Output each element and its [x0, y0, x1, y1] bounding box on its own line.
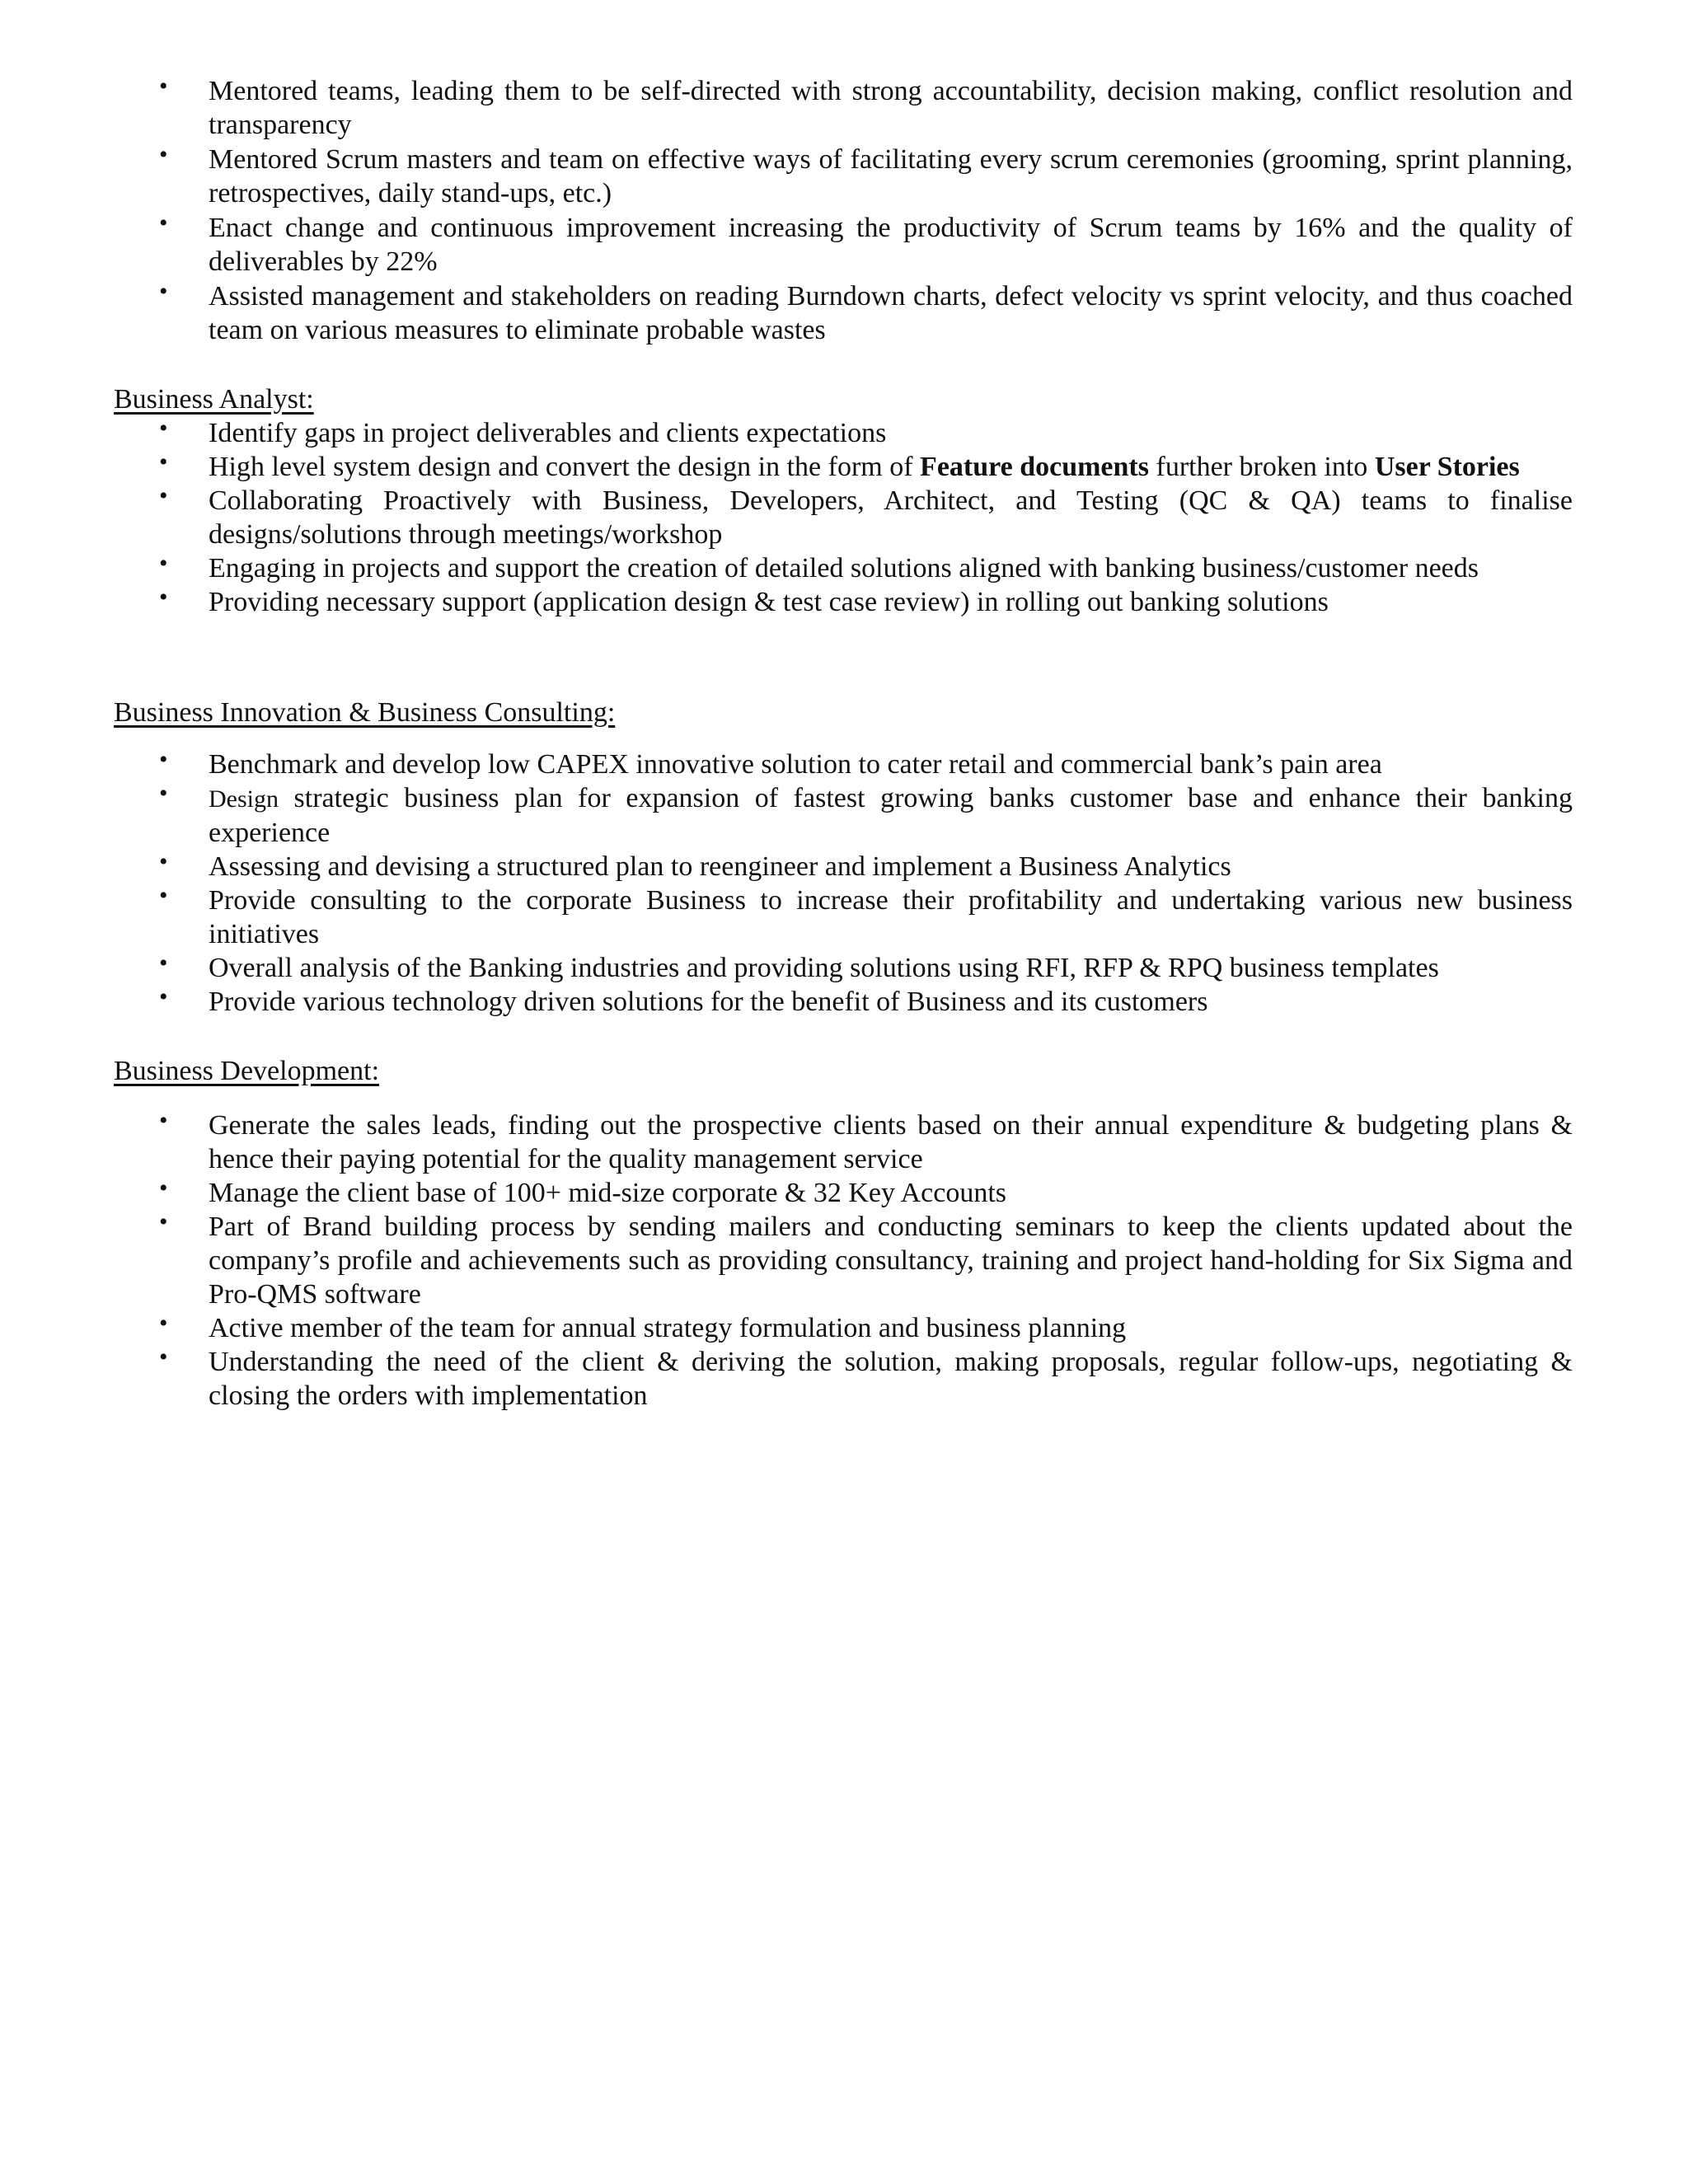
bullet-icon: • — [159, 1310, 168, 1337]
business-analyst-list — [114, 416, 1573, 619]
bullet-icon: • — [159, 780, 168, 807]
bullet-icon: • — [159, 583, 168, 611]
list-item: • Assisted management and stakeholders on reading Burndown charts, defect velocity vs sprint velocity, and thus coached team on various measures to eliminate probable wastes — [159, 278, 1573, 345]
bullet-icon: • — [159, 882, 168, 909]
list-item: • Design strategic business plan for expansion of fastest growing banks customer base and enhance their banking experience — [159, 780, 1573, 848]
list-item: • Enact change and continuous improvement increasing the productivity of Scrum teams by 16% and the quality of deliverables by 22% — [159, 209, 1573, 277]
list-item: • Assessing and devising a structured plan to reengineer and implement a Business Analytics — [159, 848, 1231, 882]
list-item: • High level system design and convert the design in the form of Feature documents further broken into User Stories — [159, 448, 1520, 482]
list-item: • Understanding the need of the client & deriving the solution, making proposals, regular follow-ups, negotiating & closing the orders with implementation — [159, 1343, 1573, 1411]
bullet-icon: • — [159, 73, 168, 100]
list-item: • Engaging in projects and support the creation of detailed solutions aligned with banking business/customer needs — [159, 550, 1479, 583]
list-item: • Active member of the team for annual strategy formulation and business planning — [159, 1310, 1127, 1343]
bullet-icon: • — [159, 278, 168, 305]
bullet-icon: • — [159, 1208, 168, 1235]
bullet-icon: • — [159, 848, 168, 875]
list-item: • Providing necessary support (application design & test case review) in rolling out banking solutions — [159, 583, 1329, 617]
section-heading: Business Analyst: — [114, 384, 314, 415]
development-list — [114, 1108, 1573, 1413]
list-item: • Collaborating Proactively with Business, Developers, Architect, and Testing (QC & QA) teams to finalise designs/solutions through meetings/workshop — [159, 482, 1573, 550]
list-item: • Provide various technology driven solutions for the benefit of Business and its customers — [159, 983, 1208, 1017]
section-heading: Business Development: — [114, 1056, 380, 1086]
bullet-icon: • — [159, 448, 168, 476]
list-item: • Manage the client base of 100+ mid-size corporate & 32 Key Accounts — [159, 1174, 1007, 1208]
list-item: • Mentored teams, leading them to be self-directed with strong accountability, decision making, conflict resolution and transparency — [159, 73, 1573, 140]
bullet-icon: • — [159, 141, 168, 168]
bullet-icon: • — [159, 482, 168, 509]
bullet-icon: • — [159, 983, 168, 1010]
list-item: • Benchmark and develop low CAPEX innovative solution to cater retail and commercial bank’s pain area — [159, 746, 1382, 780]
bullet-icon: • — [159, 415, 168, 442]
bullet-icon: • — [159, 1343, 168, 1371]
section-heading: Business Innovation & Business Consulting: — [114, 697, 616, 728]
list-item: • Part of Brand building process by sending mailers and conducting seminars to keep the clients updated about the company’s profile and achievements such as providing consultancy, training and project hand-holding for Six Sigma and Pro-QMS software — [159, 1208, 1573, 1310]
list-item: • Provide consulting to the corporate Business to increase their profitability and undertaking various new business initiatives — [159, 882, 1573, 949]
bullet-icon: • — [159, 550, 168, 577]
bullet-icon: • — [159, 1107, 168, 1134]
bullet-icon: • — [159, 1174, 168, 1202]
innovation-list — [114, 748, 1573, 1019]
scrum-list — [114, 74, 1573, 347]
list-item: • Overall analysis of the Banking industries and providing solutions using RFI, RFP & RPQ business templates — [159, 949, 1439, 983]
bullet-icon: • — [159, 746, 168, 773]
list-item: • Generate the sales leads, finding out the prospective clients based on their annual expenditure & budgeting plans & hence their paying potential for the quality management service — [159, 1107, 1573, 1174]
bullet-icon: • — [159, 209, 168, 237]
bullet-icon: • — [159, 949, 168, 977]
list-item: • Identify gaps in project deliverables and clients expectations — [159, 415, 887, 448]
list-item: • Mentored Scrum masters and team on effective ways of facilitating every scrum ceremonies (grooming, sprint planning, retrospectives, daily stand-ups, etc.) — [159, 141, 1573, 209]
